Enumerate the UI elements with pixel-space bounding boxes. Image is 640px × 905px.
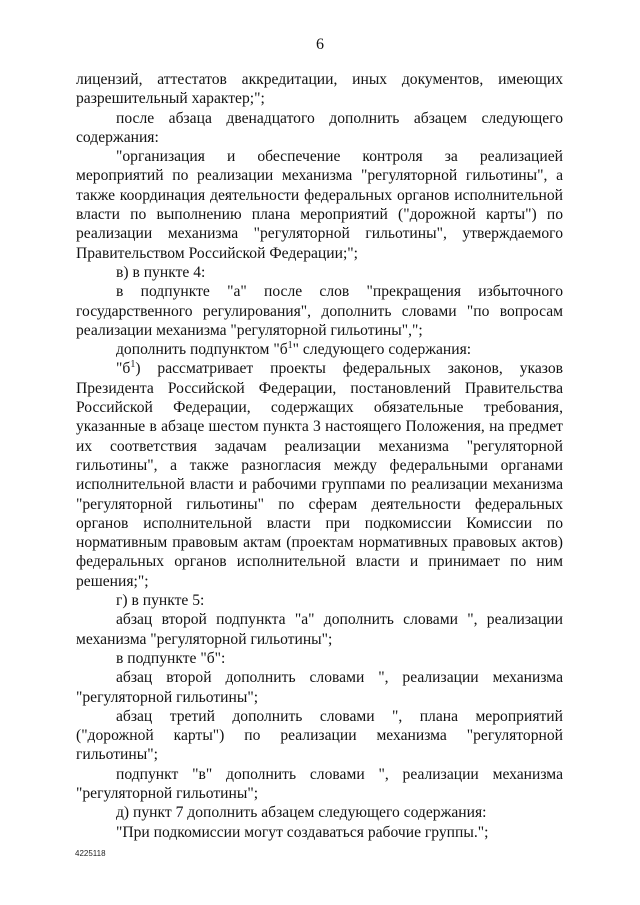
paragraph-1: лицензий, аттестатов аккредитации, иных документов, имеющих разрешительный характер;"; — [76, 71, 563, 108]
paragraph-5: в подпункте "а" после слов "прекращения избыточного государственного регулирования", дополнить словами "по вопросам реализации механизма "регуляторной гильотины","; — [76, 283, 563, 339]
paragraph-11: абзац второй дополнить словами ", реализации механизма "регуляторной гильотины"; — [76, 669, 563, 706]
paragraph-8: г) в пункте 5: — [116, 592, 205, 610]
superscript: 1 — [287, 340, 293, 352]
paragraph-12: абзац третий дополнить словами ", плана мероприятий ("дорожной карты") по реализации механизма "регуляторной гильотины"; — [76, 707, 563, 764]
paragraph-7-pre: "б — [116, 360, 131, 378]
paragraph-13: подпункт "в" дополнить словами ", реализации механизма "регуляторной гильотины"; — [76, 765, 563, 802]
paragraph-2: после абзаца двенадцатого дополнить абзацем следующего содержания: — [76, 109, 563, 146]
paragraph-14: д) пункт 7 дополнить абзацем следующего содержания: — [116, 804, 487, 822]
paragraph-6 — [76, 340, 563, 359]
paragraph-6-post: " следующего содержания: — [292, 341, 472, 359]
superscript: 1 — [130, 359, 136, 371]
document-body — [76, 70, 563, 842]
paragraph-3: "организация и обеспечение контроля за реализацией мероприятий по реализации механизма "регуляторной гильотины", а также координация деятельности федеральных органов исполнительной власти по выполнению плана мероприятий ("дорожной карты") по реализации механизма "регуляторной гильотины", утверждаемого Правительством Российской Федерации;"; — [76, 148, 563, 262]
paragraph-7 — [76, 359, 563, 591]
paragraph-4: в) в пункте 4: — [116, 263, 206, 281]
document-code: 4225118 — [75, 849, 106, 858]
paragraph-7-post: ) рассматривает проекты федеральных законов, указов Президента Российской Федерации, постановлений Правительства Российской Федерации, содержащих обязательные требования, указанные в абзаце шестом пункта 3 настоящего Положения, на предмет их соответствия задачам реализации механизма "регуляторной гильотины", а также разногласия между федеральными органами исполнительной власти и рабочими группами по реализации механизма "регуляторной гильотины" по сферам деятельности федеральных органов исполнительной власти при подкомиссии Комиссии по нормативным правовым актам (проектам нормативных правовых актов) федеральных органов исполнительной власти и принимает по ним решения;"; — [76, 360, 563, 590]
paragraph-10: в подпункте "б": — [116, 649, 226, 667]
paragraph-9: абзац второй подпункта "а" дополнить словами ", реализации механизма "регуляторной гильотины"; — [76, 611, 563, 648]
paragraph-6-pre: дополнить подпунктом "б — [116, 341, 288, 359]
paragraph-15: "При подкомиссии могут создаваться рабочие группы."; — [116, 823, 489, 841]
page-number: 6 — [316, 36, 324, 53]
